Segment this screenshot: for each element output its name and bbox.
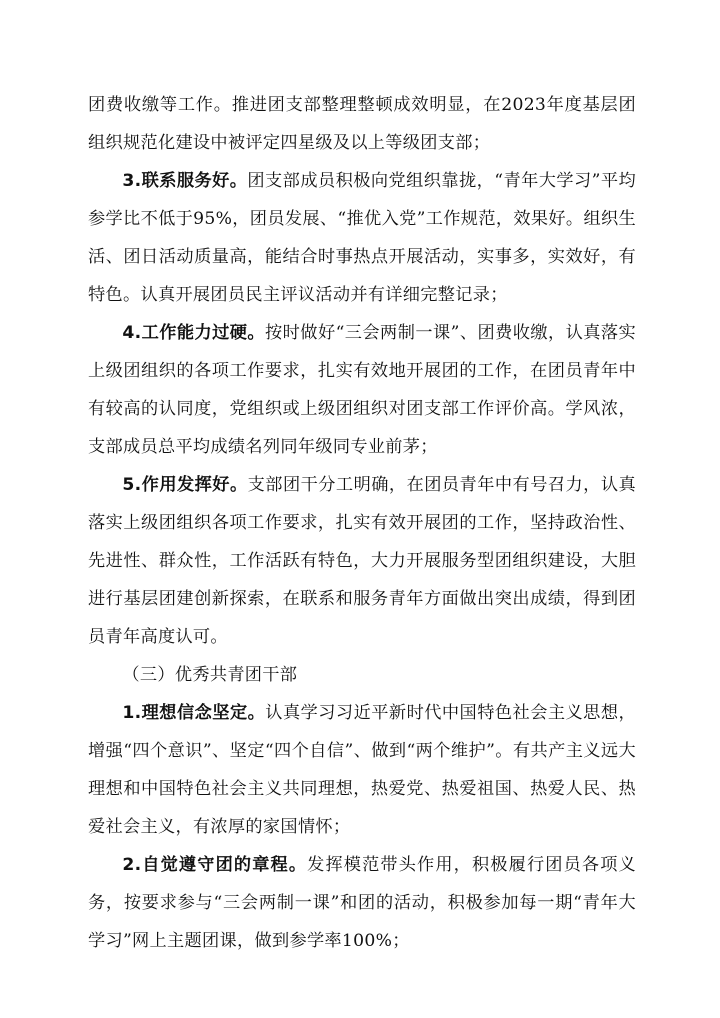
paragraph-text: 支部团干分工明确，在团员青年中有号召力，认真落实上级团组织各项工作要求，扎实有效开展团的工作，坚持政治性、先进性、群众性，工作活跃有特色，大力开展服务型团组织建设，大胆进行基层团建创新探索，在联系和服务青年方面做出突出成绩，得到团员青年高度认可。 [88,475,636,647]
section-heading-text: （三）优秀共青团干部 [122,665,298,685]
paragraph-text: 认真学习习近平新时代中国特色社会主义思想，增强“四个意识”、坚定“四个自信”、做到“两个维护”。有共产主义远大理想和中国特色社会主义共同理想，热爱党、热爱祖国、热爱人民、热爱社会主义，有浓厚的家国情怀； [88,703,636,837]
paragraph-role-play [88,466,636,656]
paragraph-lead: 5.作用发挥好。 [122,475,248,495]
paragraph-text: 按时做好“三会两制一课”、团费收缴，认真落实上级团组织的各项工作要求，扎实有效地开展团的工作，在团员青年中有较高的认同度，党组织或上级团组织对团支部工作评价高。学风浓，支部成员总平均成绩名列同年级同专业前茅； [88,323,636,457]
paragraph-observe-charter [88,846,636,960]
paragraph-lead: 4.工作能力过硬。 [122,323,266,343]
section-heading [88,656,636,694]
document-body [88,86,636,960]
paragraph-text: 发挥模范带头作用，积极履行团员各项义务，按要求参与“三会两制一课”和团的活动，积极参加每一期“青年大学习”网上主题团课，做到参学率100%； [88,855,637,951]
paragraph-firm-belief [88,694,636,846]
paragraph-text: 团费收缴等工作。推进团支部整理整顿成效明显，在2023年度基层团组织规范化建设中被评定四星级及以上等级团支部； [88,95,636,153]
paragraph-lead: 1.理想信念坚定。 [122,703,266,723]
paragraph-lead: 3.联系服务好。 [122,171,248,191]
paragraph-continuation [88,86,636,162]
paragraph-work-ability [88,314,636,466]
paragraph-contact-service [88,162,636,314]
paragraph-text: 团支部成员积极向党组织靠拢，“青年大学习”平均参学比不低于95%，团员发展、“推优入党”工作规范，效果好。组织生活、团日活动质量高，能结合时事热点开展活动，实事多，实效好，有特色。认真开展团员民主评议活动并有详细完整记录； [88,171,636,305]
paragraph-lead: 2.自觉遵守团的章程。 [122,855,308,875]
